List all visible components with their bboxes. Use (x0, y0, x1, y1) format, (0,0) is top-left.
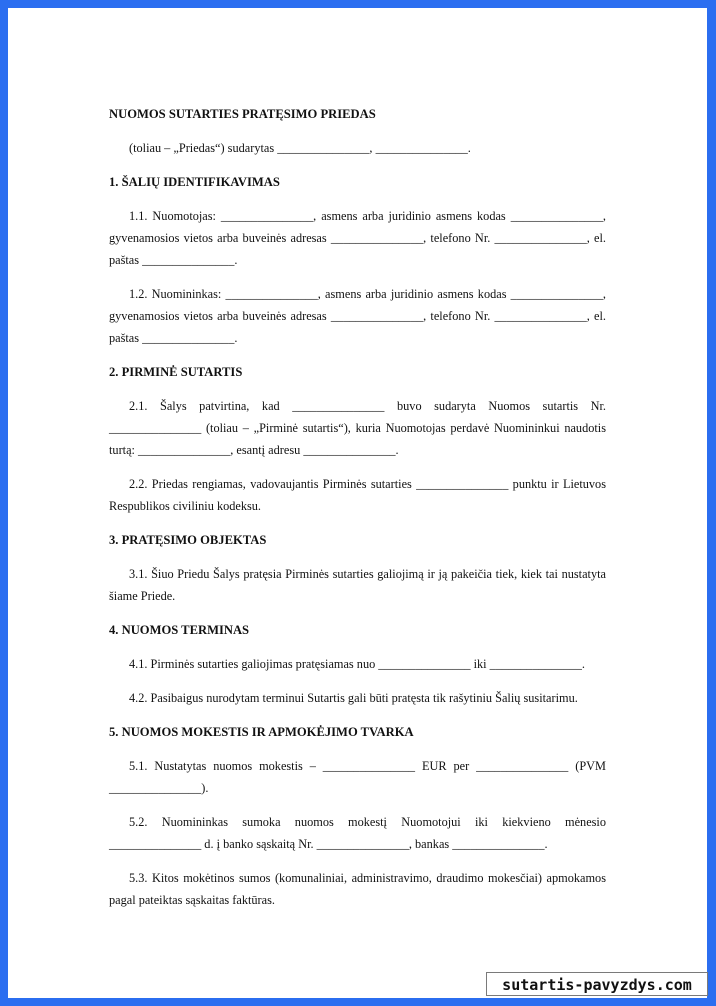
document-page (8, 8, 707, 998)
section-extension-object (109, 529, 606, 607)
paragraph-2-2: 2.2. Priedas rengiamas, vadovaujantis Pirminės sutarties _______________ punktu ir Lietuvos Respublikos civiliniu kodeksu. (109, 477, 606, 513)
section-primary-contract (109, 361, 606, 517)
paragraph-5-1: 5.1. Nustatytas nuomos mokestis – _______________ EUR per _______________ (PVM _______________). (109, 759, 606, 795)
paragraph-2-1: 2.1. Šalys patvirtina, kad _______________ buvo sudaryta Nuomos sutartis Nr. _______________ (toliau – „Pirminė sutartis“), kuria Nuomotojas perdavė Nuomininkui naudotis turtą: _______________, esantį adresu _______________. (109, 399, 606, 457)
section-heading: 2. PIRMINĖ SUTARTIS (109, 365, 243, 379)
section-heading: 4. NUOMOS TERMINAS (109, 623, 250, 637)
paragraph-1-1: 1.1. Nuomotojas: _______________, asmens arba juridinio asmens kodas _______________, gyvenamosios vietos arba buveinės adresas _______________, telefono Nr. _______________, el. paštas _______________. (109, 209, 606, 267)
paragraph-4-1: 4.1. Pirminės sutarties galiojimas pratęsiamas nuo _______________ iki _______________. (129, 657, 585, 671)
paragraph-3-1: 3.1. Šiuo Priedu Šalys pratęsia Pirminės sutarties galiojimą ir ją pakeičia tiek, kiek tai nustatyta šiame Priede. (109, 567, 606, 603)
document-title: NUOMOS SUTARTIES PRATĘSIMO PRIEDAS (109, 107, 376, 121)
paragraph-5-3: 5.3. Kitos mokėtinos sumos (komunaliniai, administravimo, draudimo mokesčiai) apmokamos pagal pateiktas sąskaitas faktūras. (109, 871, 606, 907)
paragraph-5-2: 5.2. Nuomininkas sumoka nuomos mokestį Nuomotojui iki kiekvieno mėnesio _______________ d. į banko sąskaitą Nr. _______________, bankas _______________. (109, 815, 606, 851)
document-content (109, 103, 606, 923)
site-watermark: sutartis-pavyzdys.com (486, 972, 708, 996)
section-lease-term (109, 619, 606, 709)
section-rent-payment (109, 721, 606, 911)
paragraph-4-2: 4.2. Pasibaigus nurodytam terminui Sutartis gali būti pratęsta tik rašytiniu Šalių susitarimu. (129, 691, 578, 705)
section-heading: 5. NUOMOS MOKESTIS IR APMOKĖJIMO TVARKA (109, 725, 414, 739)
intro-paragraph: (toliau – „Priedas“) sudarytas _______________, _______________. (129, 141, 471, 155)
paragraph-1-2: 1.2. Nuomininkas: _______________, asmens arba juridinio asmens kodas _______________, gyvenamosios vietos arba buveinės adresas _______________, telefono Nr. _______________, el. paštas _______________. (109, 287, 606, 345)
section-heading: 3. PRATĘSIMO OBJEKTAS (109, 533, 267, 547)
section-party-identification (109, 171, 606, 349)
section-heading: 1. ŠALIŲ IDENTIFIKAVIMAS (109, 175, 280, 189)
